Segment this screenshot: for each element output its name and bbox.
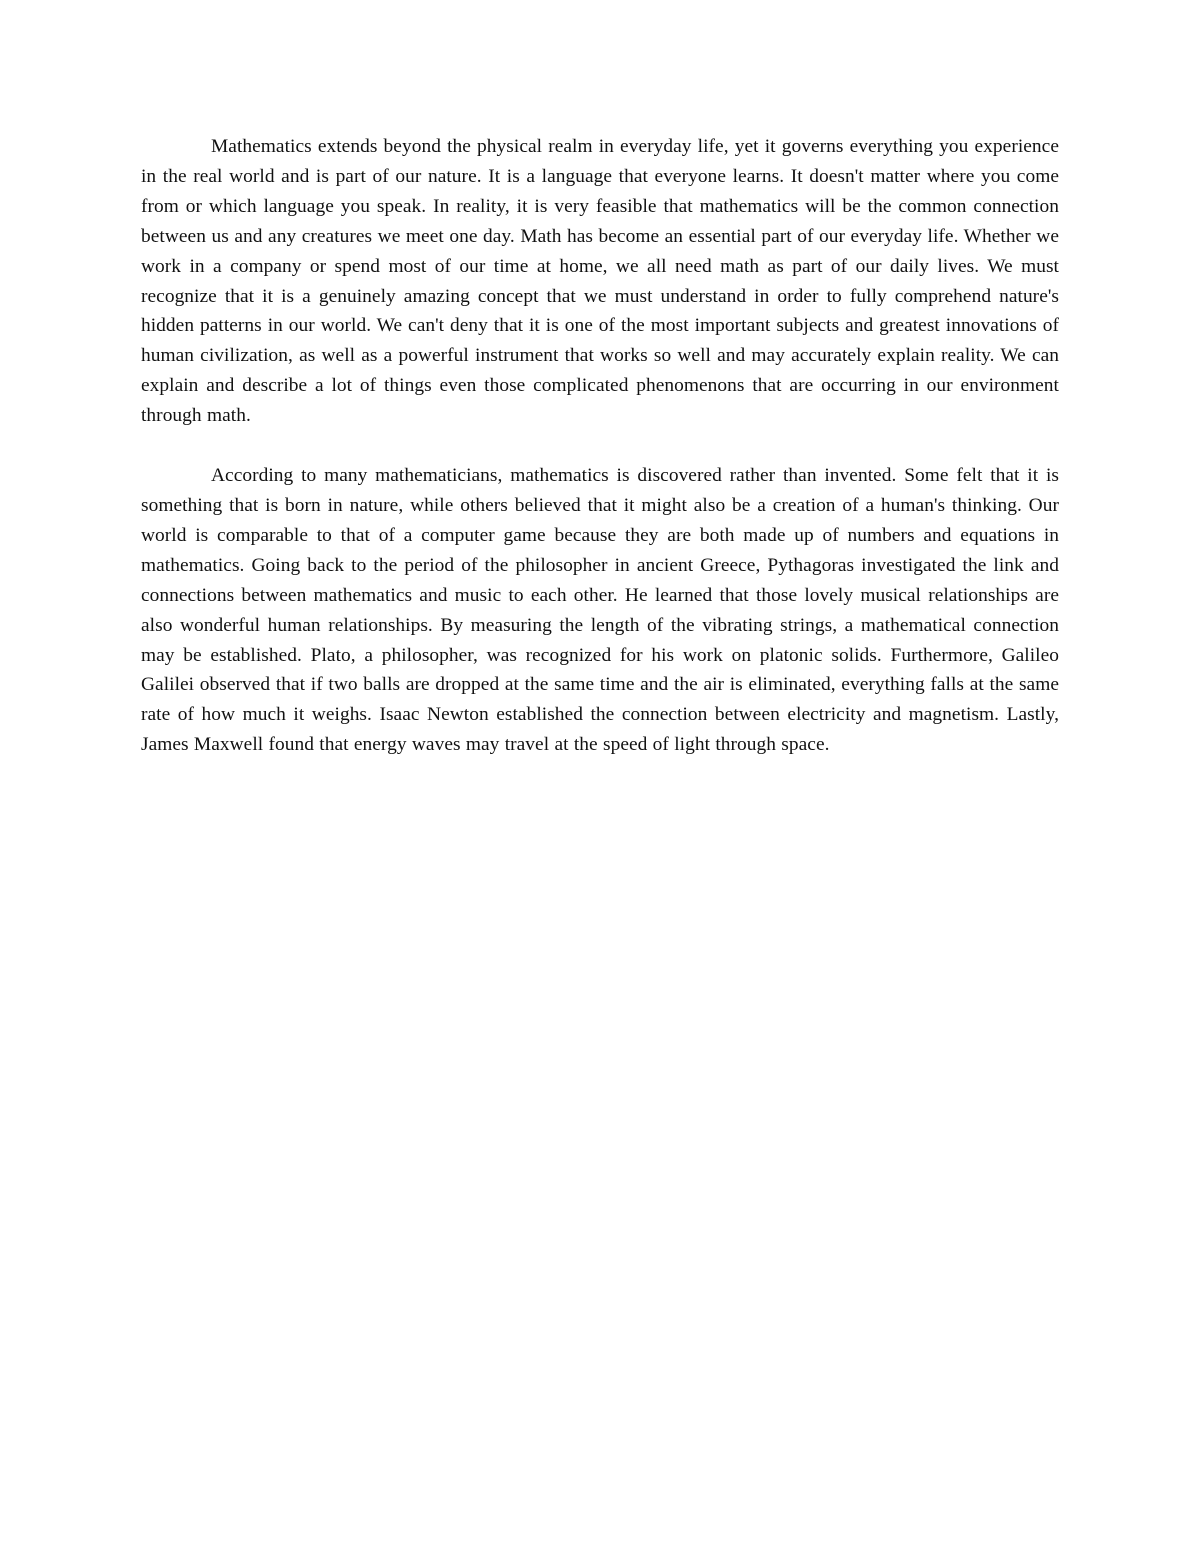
paragraph-1: Mathematics extends beyond the physical realm in everyday life, yet it governs everything you experience in the real world and is part of our nature. It is a language that everyone learns. It doesn't matter where you come from or which language you speak. In reality, it is very feasible that mathematics will be the common connection between us and any creatures we meet one day. Math has become an essential part of our everyday life. Whether we work in a company or spend most of our time at home, we all need math as part of our daily lives. We must recognize that it is a genuinely amazing concept that we must understand in order to fully comprehend nature's hidden patterns in our world. We can't deny that it is one of the most important subjects and greatest innovations of human civilization, as well as a powerful instrument that works so well and may accurately explain reality. We can explain and describe a lot of things even those complicated phenomenons that are occurring in our environment through math. bbox=[141, 136, 1059, 427]
document-body bbox=[141, 132, 1059, 790]
paragraph-2: According to many mathematicians, mathematics is discovered rather than invented. Some felt that it is something that is born in nature, while others believed that it might also be a creation of a human's thinking. Our world is comparable to that of a computer game because they are both made up of numbers and equations in mathematics. Going back to the period of the philosopher in ancient Greece, Pythagoras investigated the link and connections between mathematics and music to each other. He learned that those lovely musical relationships are also wonderful human relationships. By measuring the length of the vibrating strings, a mathematical connection may be established. Plato, a philosopher, was recognized for his work on platonic solids. Furthermore, Galileo Galilei observed that if two balls are dropped at the same time and the air is eliminated, everything falls at the same rate of how much it weighs. Isaac Newton established the connection between electricity and magnetism. Lastly, James Maxwell found that energy waves may travel at the speed of light through space. bbox=[141, 465, 1059, 756]
